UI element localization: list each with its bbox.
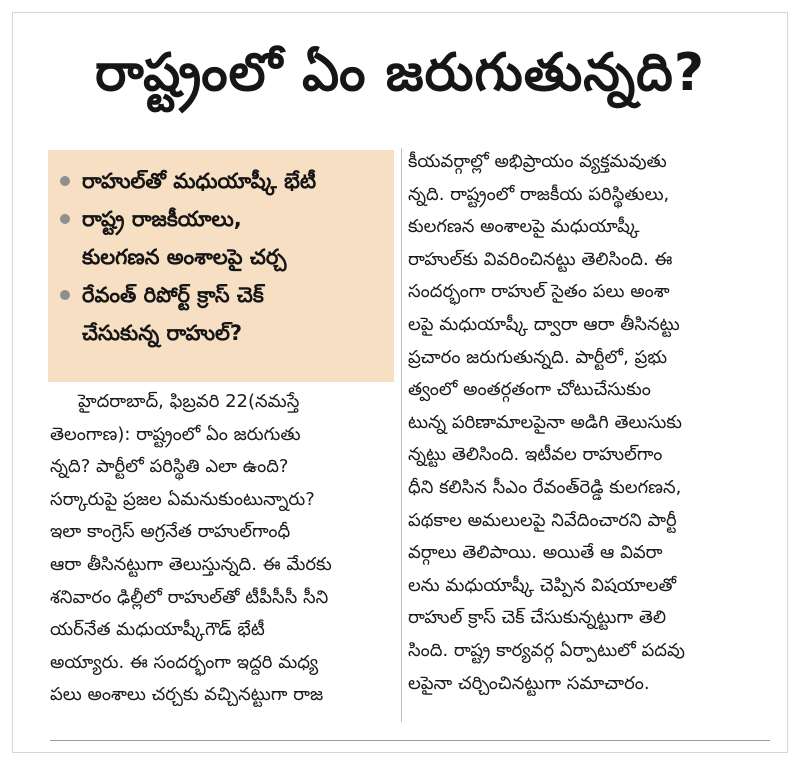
article-line: పలు అంశాలు చర్చకు వచ్చినట్టుగా రాజ bbox=[50, 684, 324, 706]
headline: రాష్ట్రంలో ఏం జరుగుతున్నది? bbox=[94, 43, 706, 103]
article-line: అయ్యారు. ఈ సందర్భంగా ఇద్దరి మధ్య bbox=[50, 651, 319, 673]
highlight-item bbox=[58, 200, 388, 276]
article-line: లపైనా చర్చించినట్టుగా సమాచారం. bbox=[408, 672, 650, 694]
highlight-item bbox=[58, 162, 388, 200]
article-line: ప్రచారం జరుగుతున్నది. పార్టీలో, ప్రభు bbox=[408, 346, 668, 368]
article-line: త్వంలో అంతర్గతంగా చోటుచేసుకుం bbox=[408, 379, 651, 401]
article-line: రాహుల్ క్రాస్ చెక్ చేసుకున్నట్టుగా తెలి bbox=[408, 607, 667, 629]
article-right-column bbox=[408, 146, 758, 700]
article-line: హైదరాబాద్, ఫిబ్రవరి 22(నమస్తే bbox=[78, 391, 300, 412]
article-line: న్నది? పార్టీలో పరిస్థితి ఎలా ఉంది? bbox=[50, 456, 289, 478]
article-line: న్నది. రాష్ట్రంలో రాజకీయ పరిస్థితులు, bbox=[408, 183, 670, 205]
highlights-list bbox=[58, 162, 388, 352]
article-line: ధీని కలిసిన సీఎం రేవంత్‌రెడ్డి కులగణన, bbox=[408, 476, 682, 498]
highlight-line: కులగణన అంశాలపై చర్చ bbox=[82, 245, 287, 269]
article-line: లను మధుయాష్కీ చెప్పిన విషయాలతో bbox=[408, 574, 677, 596]
article-line: సందర్భంగా రాహుల్ సైతం పలు అంశా bbox=[408, 281, 670, 303]
article-line: న్నట్టు తెలిసింది. ఇటీవల రాహుల్‌గాం bbox=[408, 444, 663, 466]
article-left-column bbox=[50, 386, 395, 712]
article-line: ఆరా తీసినట్టుగా తెలుస్తున్నది. ఈ మేరకు bbox=[50, 553, 332, 575]
highlight-line: రాహుల్‌తో మధుయాష్కీ భేటీ bbox=[82, 169, 317, 193]
article-line: వర్గాలు తెలిపాయి. అయితే ఆ వివరా bbox=[408, 542, 663, 564]
article-line: శనివారం ఢిల్లీలో రాహుల్‌తో టీపీసీసీ సీని bbox=[50, 586, 329, 608]
article-line: కీయవర్గాల్లో అభిప్రాయం వ్యక్తమవుతు bbox=[408, 151, 667, 172]
highlight-line: రాష్ట్ర రాజకీయాలు, bbox=[82, 207, 242, 231]
article-line: తెలంగాణ): రాష్ట్రంలో ఏం జరుగుతు bbox=[50, 423, 301, 445]
article-line: యర్‌నేత మధుయాష్కీగౌడ్ భేటీ bbox=[50, 619, 265, 641]
highlight-line: చేసుకున్న రాహుల్? bbox=[82, 321, 243, 345]
highlight-line: రేవంత్ రిపోర్ట్ క్రాస్ చెక్ bbox=[82, 283, 264, 307]
article-line: సింది. రాష్ట్ర కార్యవర్గ ఏర్పాటులో పదవు bbox=[408, 639, 685, 661]
bullet-icon bbox=[60, 176, 70, 186]
article-line: సర్కారుపై ప్రజల ఏమనుకుంటున్నారు? bbox=[50, 488, 315, 510]
article-line: టున్న పరిణామాలపైనా అడిగి తెలుసుకు bbox=[408, 411, 682, 433]
bottom-rule bbox=[50, 740, 770, 741]
article-line: రాహుల్‌కు వివరించినట్టు తెలిసింది. ఈ bbox=[408, 248, 673, 270]
article-line: ఇలా కాంగ్రెస్ అగ్రనేత రాహుల్‌గాంధీ bbox=[50, 521, 291, 543]
article-line: కులగణన అంశాలపై మధుయాష్కీ bbox=[408, 216, 640, 238]
column-divider bbox=[401, 148, 402, 722]
highlight-item bbox=[58, 276, 388, 352]
bullet-icon bbox=[60, 290, 70, 300]
article-line: లపై మధుయాష్కీ ద్వారా ఆరా తీసినట్టు bbox=[408, 313, 680, 335]
bullet-icon bbox=[60, 214, 70, 224]
article-line: పథకాల అమలులపై నివేదించారని పార్టీ bbox=[408, 509, 677, 531]
